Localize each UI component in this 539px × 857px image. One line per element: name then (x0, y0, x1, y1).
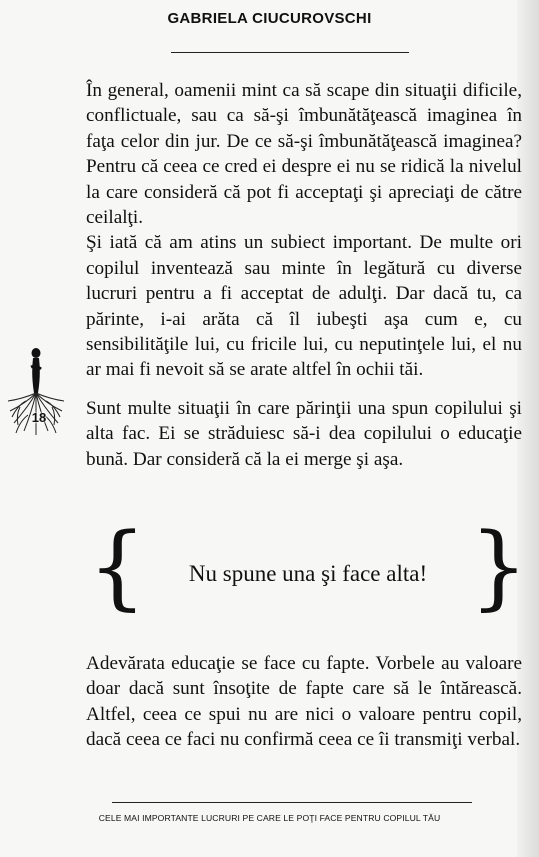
left-brace-icon: { (88, 513, 147, 620)
body-text (86, 78, 522, 472)
paragraph-1: În general, oamenii mint ca să scape din situaţii dificile, conflictuale, sau ca să-şi îmbunătăţească imaginea în faţa celor din jur. De ce să-şi îmbunătăţească imaginea? Pentru că ceea ce cred ei despre ei nu se ridică la nivelul la care consideră că pot fi acceptaţi şi apreciaţi de către ceilalţi. (86, 80, 522, 229)
paragraph-2: Şi iată că am atins un subiect important. De multe ori copilul inventează sau minte în legătură cu diverse lucruri pentru a fi acceptat de adulţi. Dar dacă tu, ca părinte, i-ai arăta că îl iubeşti aşa cum e, cu sensibilităţile lui, cu fricile lui, cu neputinţele lui, el nu ar mai fi nevoit să se arate altfel în ochii tăi. (86, 232, 522, 381)
running-footer-title: CELE MAI IMPORTANTE LUCRURI PE CARE LE POŢI FACE PENTRU COPILUL TĂU (98, 813, 441, 823)
footer-rule (112, 802, 472, 803)
header-rule (171, 52, 409, 53)
pull-quote (88, 513, 528, 620)
page-number: 18 (31, 410, 47, 425)
running-header-author: GABRIELA CIUCUROVSCHI (167, 10, 372, 27)
paragraph-3: Sunt multe situaţii în care părinţii una spun copilului şi alta fac. Ei se străduiesc să-i dea copilului o educaţie bună. Dar consideră că la ei merge şi aşa. (86, 397, 522, 470)
tree-roots-icon (6, 345, 66, 440)
closing-text (86, 651, 522, 753)
pull-quote-text: Nu spune una şi face alta! (188, 561, 428, 586)
right-brace-icon: } (469, 513, 528, 620)
paragraph-4: Adevărata educaţie se face cu fapte. Vorbele au valoare doar dacă sunt însoţite de fapte care să le întărească. Altfel, ceea ce spui nu are nici o valoare pentru copil, dacă ceea ce faci nu confirmă ceea ce îi transmiţi verbal. (86, 653, 522, 751)
